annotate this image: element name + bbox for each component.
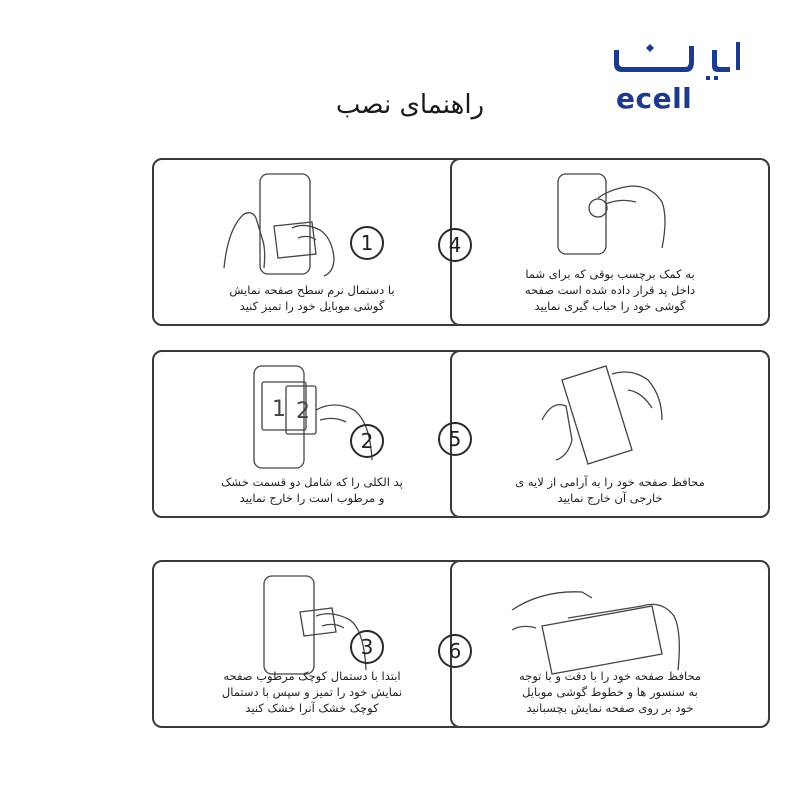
caption-line: محافظ صفحه خود را به آرامی از لایه ی (515, 475, 705, 489)
step-card-3 (152, 560, 472, 728)
step-caption-5 (470, 474, 750, 506)
step-caption-2 (172, 474, 452, 506)
pad-label-1: 1 (272, 397, 286, 422)
caption-line: گوشی خود را حباب گیری نمایید (534, 299, 686, 313)
caption-line: به سنسور ها و خطوط گوشی موبایل (522, 685, 698, 699)
caption-line: به کمک برچسب بوقی که برای شما (525, 267, 695, 281)
caption-line: ابتدا با دستمال کوچک مرطوب صفحه (223, 669, 401, 683)
step-caption-1 (172, 282, 452, 314)
caption-line: نمایش خود را تمیز و سپس با دستمال (221, 685, 403, 699)
pad-label-2: 2 (296, 399, 310, 424)
step-number-5: 5 (438, 422, 472, 456)
caption-line: خارجی آن خارج نمایید (557, 491, 663, 505)
brand-latin: ecell (616, 82, 693, 115)
peel-film-illustration (502, 360, 682, 470)
brand-arabic-logo (608, 36, 748, 84)
step-caption-4 (470, 266, 750, 314)
step-caption-3 (172, 668, 452, 716)
step-card-1 (152, 158, 472, 326)
caption-line: کوچک خشک آنرا خشک کنید (245, 701, 379, 715)
step-number-3: 3 (350, 630, 384, 664)
wipe-screen-illustration (204, 168, 384, 278)
page-title: راهنمای نصب (335, 90, 485, 120)
caption-line: و مرطوب است را خارج نمایید (239, 491, 385, 505)
step-number-6: 6 (438, 634, 472, 668)
brand-logo (608, 36, 748, 116)
caption-line: داخل پد قرار داده شده است صفحه (524, 283, 696, 297)
step-card-4 (450, 158, 770, 326)
step-number-2: 2 (350, 424, 384, 458)
step-card-5 (450, 350, 770, 518)
caption-line: محافظ صفحه خود را با دقت و با توجه (518, 669, 702, 683)
caption-line: پد الکلی را که شامل دو قسمت خشک (221, 475, 403, 489)
step-card-2 (152, 350, 472, 518)
step-number-4: 4 (438, 228, 472, 262)
caption-line: گوشی موبایل خود را تمیز کنید (239, 299, 385, 313)
caption-line: خود بر روی صفحه نمایش بچسبانید (526, 701, 694, 715)
step-number-1: 1 (350, 226, 384, 260)
apply-protector-illustration (502, 570, 692, 680)
step-caption-6 (470, 668, 750, 716)
bubble-removal-illustration (502, 168, 682, 258)
caption-line: با دستمال نرم سطح صفحه نمایش (229, 283, 395, 297)
step-card-6 (450, 560, 770, 728)
